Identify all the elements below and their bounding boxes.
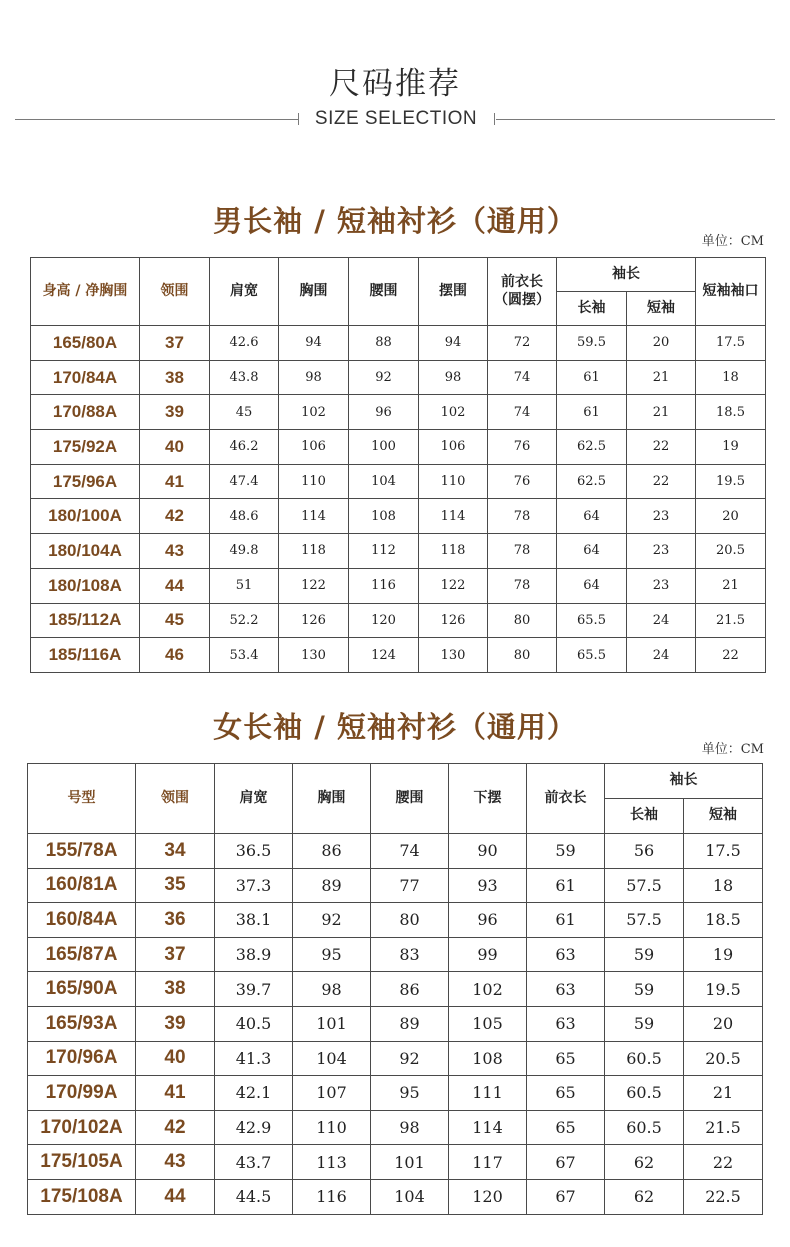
men-collar-cell: 40 bbox=[140, 430, 210, 465]
men-collar-cell: 46 bbox=[140, 638, 210, 673]
women-value-cell: 65 bbox=[527, 1076, 605, 1111]
men-table-row bbox=[31, 638, 766, 673]
women-value-cell: 63 bbox=[527, 1006, 605, 1041]
women-value-cell: 65 bbox=[527, 1041, 605, 1076]
women-value-cell: 44.5 bbox=[215, 1179, 293, 1214]
women-value-cell: 59 bbox=[527, 834, 605, 869]
women-size-cell: 175/108A bbox=[28, 1179, 136, 1214]
men-value-cell: 78 bbox=[488, 568, 557, 603]
men-value-cell: 21 bbox=[696, 568, 766, 603]
women-table-row bbox=[28, 868, 763, 903]
men-table-row bbox=[31, 430, 766, 465]
women-collar-cell: 42 bbox=[136, 1110, 215, 1145]
men-value-cell: 47.4 bbox=[210, 464, 279, 499]
women-value-cell: 67 bbox=[527, 1179, 605, 1214]
men-value-cell: 114 bbox=[279, 499, 349, 534]
men-table-row bbox=[31, 568, 766, 603]
men-value-cell: 22 bbox=[627, 430, 696, 465]
women-size-cell: 165/87A bbox=[28, 937, 136, 972]
men-value-cell: 23 bbox=[627, 568, 696, 603]
men-value-cell: 124 bbox=[349, 638, 419, 673]
women-value-cell: 57.5 bbox=[605, 903, 684, 938]
men-header-front-length-line2: （圆摆） bbox=[494, 291, 550, 308]
men-value-cell: 118 bbox=[419, 534, 488, 569]
women-header-chest: 胸围 bbox=[293, 764, 371, 834]
women-size-cell: 160/84A bbox=[28, 903, 136, 938]
women-value-cell: 83 bbox=[371, 937, 449, 972]
men-header-collar: 领围 bbox=[140, 258, 210, 326]
women-value-cell: 21.5 bbox=[684, 1110, 763, 1145]
men-value-cell: 88 bbox=[349, 326, 419, 361]
men-size-cell: 165/80A bbox=[31, 326, 140, 361]
women-value-cell: 36.5 bbox=[215, 834, 293, 869]
women-value-cell: 114 bbox=[449, 1110, 527, 1145]
men-value-cell: 64 bbox=[557, 534, 627, 569]
women-size-cell: 170/102A bbox=[28, 1110, 136, 1145]
men-value-cell: 98 bbox=[419, 360, 488, 395]
men-value-cell: 96 bbox=[349, 395, 419, 430]
women-value-cell: 22.5 bbox=[684, 1179, 763, 1214]
men-value-cell: 92 bbox=[349, 360, 419, 395]
women-collar-cell: 35 bbox=[136, 868, 215, 903]
women-value-cell: 120 bbox=[449, 1179, 527, 1214]
men-value-cell: 49.8 bbox=[210, 534, 279, 569]
women-header-collar: 领围 bbox=[136, 764, 215, 834]
men-value-cell: 59.5 bbox=[557, 326, 627, 361]
women-value-cell: 116 bbox=[293, 1179, 371, 1214]
subtitle-divider-right bbox=[496, 119, 775, 120]
women-value-cell: 39.7 bbox=[215, 972, 293, 1007]
women-value-cell: 40.5 bbox=[215, 1006, 293, 1041]
men-value-cell: 122 bbox=[419, 568, 488, 603]
men-value-cell: 64 bbox=[557, 568, 627, 603]
women-value-cell: 110 bbox=[293, 1110, 371, 1145]
men-value-cell: 42.6 bbox=[210, 326, 279, 361]
men-value-cell: 22 bbox=[627, 464, 696, 499]
men-value-cell: 106 bbox=[419, 430, 488, 465]
men-value-cell: 112 bbox=[349, 534, 419, 569]
men-value-cell: 108 bbox=[349, 499, 419, 534]
men-value-cell: 110 bbox=[419, 464, 488, 499]
men-value-cell: 98 bbox=[279, 360, 349, 395]
women-value-cell: 18 bbox=[684, 868, 763, 903]
men-value-cell: 100 bbox=[349, 430, 419, 465]
men-value-cell: 53.4 bbox=[210, 638, 279, 673]
women-value-cell: 95 bbox=[371, 1076, 449, 1111]
women-unit-label: 单位：CM bbox=[701, 742, 764, 757]
men-value-cell: 65.5 bbox=[557, 603, 627, 638]
men-value-cell: 78 bbox=[488, 499, 557, 534]
women-value-cell: 89 bbox=[371, 1006, 449, 1041]
women-value-cell: 74 bbox=[371, 834, 449, 869]
men-header-sleeve-short: 短袖 bbox=[627, 292, 696, 326]
women-collar-cell: 43 bbox=[136, 1145, 215, 1180]
women-value-cell: 86 bbox=[293, 834, 371, 869]
men-header-chest: 胸围 bbox=[279, 258, 349, 326]
women-value-cell: 21 bbox=[684, 1076, 763, 1111]
men-value-cell: 46.2 bbox=[210, 430, 279, 465]
men-value-cell: 23 bbox=[627, 534, 696, 569]
women-size-cell: 165/90A bbox=[28, 972, 136, 1007]
women-header-front-length: 前衣长 bbox=[527, 764, 605, 834]
women-value-cell: 42.9 bbox=[215, 1110, 293, 1145]
women-table-row bbox=[28, 903, 763, 938]
women-header-size: 号型 bbox=[28, 764, 136, 834]
men-collar-cell: 38 bbox=[140, 360, 210, 395]
women-value-cell: 86 bbox=[371, 972, 449, 1007]
women-value-cell: 77 bbox=[371, 868, 449, 903]
men-value-cell: 61 bbox=[557, 395, 627, 430]
women-collar-cell: 38 bbox=[136, 972, 215, 1007]
women-table-row bbox=[28, 1145, 763, 1180]
women-size-cell: 165/93A bbox=[28, 1006, 136, 1041]
women-collar-cell: 37 bbox=[136, 937, 215, 972]
men-value-cell: 130 bbox=[279, 638, 349, 673]
women-value-cell: 19 bbox=[684, 937, 763, 972]
women-value-cell: 113 bbox=[293, 1145, 371, 1180]
women-value-cell: 59 bbox=[605, 972, 684, 1007]
women-header-shoulder: 肩宽 bbox=[215, 764, 293, 834]
women-value-cell: 18.5 bbox=[684, 903, 763, 938]
women-header-hem: 下摆 bbox=[449, 764, 527, 834]
women-value-cell: 92 bbox=[293, 903, 371, 938]
women-value-cell: 101 bbox=[293, 1006, 371, 1041]
women-table-row bbox=[28, 1076, 763, 1111]
men-value-cell: 80 bbox=[488, 603, 557, 638]
men-collar-cell: 41 bbox=[140, 464, 210, 499]
women-value-cell: 99 bbox=[449, 937, 527, 972]
men-size-cell: 180/108A bbox=[31, 568, 140, 603]
women-value-cell: 42.1 bbox=[215, 1076, 293, 1111]
women-value-cell: 105 bbox=[449, 1006, 527, 1041]
women-value-cell: 59 bbox=[605, 937, 684, 972]
women-size-cell: 160/81A bbox=[28, 868, 136, 903]
men-table-row bbox=[31, 499, 766, 534]
women-value-cell: 92 bbox=[371, 1041, 449, 1076]
men-value-cell: 21.5 bbox=[696, 603, 766, 638]
men-value-cell: 45 bbox=[210, 395, 279, 430]
women-value-cell: 61 bbox=[527, 903, 605, 938]
women-value-cell: 95 bbox=[293, 937, 371, 972]
women-table-row bbox=[28, 1006, 763, 1041]
men-value-cell: 61 bbox=[557, 360, 627, 395]
women-value-cell: 117 bbox=[449, 1145, 527, 1180]
men-header-size: 身高 / 净胸围 bbox=[31, 258, 140, 326]
men-size-table bbox=[30, 257, 766, 673]
women-table-row bbox=[28, 937, 763, 972]
women-value-cell: 37.3 bbox=[215, 868, 293, 903]
women-value-cell: 89 bbox=[293, 868, 371, 903]
men-header-cuff: 短袖袖口 bbox=[696, 258, 766, 326]
women-value-cell: 98 bbox=[371, 1110, 449, 1145]
men-value-cell: 94 bbox=[419, 326, 488, 361]
men-size-cell: 175/92A bbox=[31, 430, 140, 465]
men-header-waist: 腰围 bbox=[349, 258, 419, 326]
women-value-cell: 80 bbox=[371, 903, 449, 938]
men-header-front-length-line1: 前衣长 bbox=[501, 274, 543, 290]
women-header-sleeve-short: 短袖 bbox=[684, 799, 763, 834]
men-value-cell: 126 bbox=[419, 603, 488, 638]
men-value-cell: 62.5 bbox=[557, 430, 627, 465]
men-table-row bbox=[31, 534, 766, 569]
women-value-cell: 60.5 bbox=[605, 1076, 684, 1111]
women-value-cell: 63 bbox=[527, 972, 605, 1007]
women-value-cell: 63 bbox=[527, 937, 605, 972]
women-value-cell: 101 bbox=[371, 1145, 449, 1180]
women-value-cell: 43.7 bbox=[215, 1145, 293, 1180]
women-table-body bbox=[28, 834, 763, 1215]
women-collar-cell: 36 bbox=[136, 903, 215, 938]
men-value-cell: 22 bbox=[696, 638, 766, 673]
men-size-cell: 170/84A bbox=[31, 360, 140, 395]
women-value-cell: 56 bbox=[605, 834, 684, 869]
men-unit-label: 单位：CM bbox=[701, 234, 764, 249]
men-collar-cell: 37 bbox=[140, 326, 210, 361]
men-size-cell: 175/96A bbox=[31, 464, 140, 499]
men-value-cell: 110 bbox=[279, 464, 349, 499]
women-value-cell: 20 bbox=[684, 1006, 763, 1041]
women-size-cell: 175/105A bbox=[28, 1145, 136, 1180]
women-size-cell: 170/99A bbox=[28, 1076, 136, 1111]
men-collar-cell: 42 bbox=[140, 499, 210, 534]
women-value-cell: 104 bbox=[371, 1179, 449, 1214]
men-value-cell: 62.5 bbox=[557, 464, 627, 499]
men-table-row bbox=[31, 360, 766, 395]
men-value-cell: 20 bbox=[627, 326, 696, 361]
women-header-sleeve: 袖长 bbox=[605, 764, 763, 799]
men-value-cell: 76 bbox=[488, 464, 557, 499]
men-value-cell: 130 bbox=[419, 638, 488, 673]
men-collar-cell: 43 bbox=[140, 534, 210, 569]
women-value-cell: 67 bbox=[527, 1145, 605, 1180]
page-title: 尺码推荐 bbox=[329, 66, 461, 102]
men-value-cell: 19 bbox=[696, 430, 766, 465]
women-table-row bbox=[28, 1110, 763, 1145]
men-value-cell: 114 bbox=[419, 499, 488, 534]
men-value-cell: 24 bbox=[627, 638, 696, 673]
women-value-cell: 98 bbox=[293, 972, 371, 1007]
men-size-cell: 185/112A bbox=[31, 603, 140, 638]
men-value-cell: 78 bbox=[488, 534, 557, 569]
men-size-cell: 180/104A bbox=[31, 534, 140, 569]
men-value-cell: 18.5 bbox=[696, 395, 766, 430]
men-header-sleeve-long: 长袖 bbox=[557, 292, 627, 326]
women-value-cell: 61 bbox=[527, 868, 605, 903]
women-size-cell: 170/96A bbox=[28, 1041, 136, 1076]
women-collar-cell: 39 bbox=[136, 1006, 215, 1041]
men-header-hem: 摆围 bbox=[419, 258, 488, 326]
men-value-cell: 102 bbox=[279, 395, 349, 430]
women-section-title: 女长袖 / 短袖衬衫（通用） bbox=[213, 710, 577, 744]
men-value-cell: 76 bbox=[488, 430, 557, 465]
men-value-cell: 116 bbox=[349, 568, 419, 603]
men-value-cell: 52.2 bbox=[210, 603, 279, 638]
women-table-row bbox=[28, 1179, 763, 1214]
women-collar-cell: 44 bbox=[136, 1179, 215, 1214]
men-value-cell: 21 bbox=[627, 395, 696, 430]
women-collar-cell: 41 bbox=[136, 1076, 215, 1111]
men-table-row bbox=[31, 464, 766, 499]
women-header-sleeve-long: 长袖 bbox=[605, 799, 684, 834]
men-value-cell: 24 bbox=[627, 603, 696, 638]
men-collar-cell: 44 bbox=[140, 568, 210, 603]
men-collar-cell: 39 bbox=[140, 395, 210, 430]
men-value-cell: 43.8 bbox=[210, 360, 279, 395]
subtitle-tick-right bbox=[494, 113, 495, 125]
women-value-cell: 107 bbox=[293, 1076, 371, 1111]
men-value-cell: 102 bbox=[419, 395, 488, 430]
women-collar-cell: 34 bbox=[136, 834, 215, 869]
men-value-cell: 19.5 bbox=[696, 464, 766, 499]
men-value-cell: 20.5 bbox=[696, 534, 766, 569]
men-value-cell: 21 bbox=[627, 360, 696, 395]
women-value-cell: 60.5 bbox=[605, 1110, 684, 1145]
men-size-cell: 170/88A bbox=[31, 395, 140, 430]
women-value-cell: 93 bbox=[449, 868, 527, 903]
men-table-row bbox=[31, 326, 766, 361]
men-value-cell: 120 bbox=[349, 603, 419, 638]
women-value-cell: 20.5 bbox=[684, 1041, 763, 1076]
men-value-cell: 104 bbox=[349, 464, 419, 499]
women-value-cell: 17.5 bbox=[684, 834, 763, 869]
women-value-cell: 60.5 bbox=[605, 1041, 684, 1076]
women-value-cell: 108 bbox=[449, 1041, 527, 1076]
men-value-cell: 17.5 bbox=[696, 326, 766, 361]
women-table-row bbox=[28, 1041, 763, 1076]
men-value-cell: 18 bbox=[696, 360, 766, 395]
women-size-cell: 155/78A bbox=[28, 834, 136, 869]
men-value-cell: 64 bbox=[557, 499, 627, 534]
women-value-cell: 90 bbox=[449, 834, 527, 869]
women-value-cell: 38.1 bbox=[215, 903, 293, 938]
men-value-cell: 106 bbox=[279, 430, 349, 465]
women-size-table bbox=[27, 763, 763, 1215]
men-value-cell: 94 bbox=[279, 326, 349, 361]
women-value-cell: 59 bbox=[605, 1006, 684, 1041]
men-header-front-length bbox=[488, 258, 557, 326]
men-size-cell: 180/100A bbox=[31, 499, 140, 534]
subtitle: SIZE SELECTION bbox=[314, 108, 478, 129]
men-table-body bbox=[31, 326, 766, 673]
men-value-cell: 65.5 bbox=[557, 638, 627, 673]
women-value-cell: 62 bbox=[605, 1179, 684, 1214]
women-value-cell: 38.9 bbox=[215, 937, 293, 972]
men-value-cell: 122 bbox=[279, 568, 349, 603]
women-value-cell: 57.5 bbox=[605, 868, 684, 903]
subtitle-divider-left bbox=[15, 119, 298, 120]
women-table-row bbox=[28, 972, 763, 1007]
men-value-cell: 23 bbox=[627, 499, 696, 534]
men-value-cell: 20 bbox=[696, 499, 766, 534]
women-value-cell: 96 bbox=[449, 903, 527, 938]
men-header-sleeve: 袖长 bbox=[557, 258, 696, 292]
women-value-cell: 102 bbox=[449, 972, 527, 1007]
women-value-cell: 111 bbox=[449, 1076, 527, 1111]
women-value-cell: 22 bbox=[684, 1145, 763, 1180]
women-value-cell: 65 bbox=[527, 1110, 605, 1145]
men-table-row bbox=[31, 603, 766, 638]
men-value-cell: 74 bbox=[488, 395, 557, 430]
men-value-cell: 72 bbox=[488, 326, 557, 361]
women-value-cell: 104 bbox=[293, 1041, 371, 1076]
men-value-cell: 118 bbox=[279, 534, 349, 569]
women-value-cell: 62 bbox=[605, 1145, 684, 1180]
men-size-cell: 185/116A bbox=[31, 638, 140, 673]
men-value-cell: 126 bbox=[279, 603, 349, 638]
women-value-cell: 19.5 bbox=[684, 972, 763, 1007]
subtitle-row bbox=[0, 108, 790, 132]
men-value-cell: 51 bbox=[210, 568, 279, 603]
women-value-cell: 41.3 bbox=[215, 1041, 293, 1076]
men-section-title: 男长袖 / 短袖衬衫（通用） bbox=[213, 204, 577, 238]
women-header-waist: 腰围 bbox=[371, 764, 449, 834]
men-header-shoulder: 肩宽 bbox=[210, 258, 279, 326]
men-value-cell: 48.6 bbox=[210, 499, 279, 534]
men-value-cell: 74 bbox=[488, 360, 557, 395]
women-collar-cell: 40 bbox=[136, 1041, 215, 1076]
men-value-cell: 80 bbox=[488, 638, 557, 673]
women-table-row bbox=[28, 834, 763, 869]
men-table-row bbox=[31, 395, 766, 430]
men-collar-cell: 45 bbox=[140, 603, 210, 638]
